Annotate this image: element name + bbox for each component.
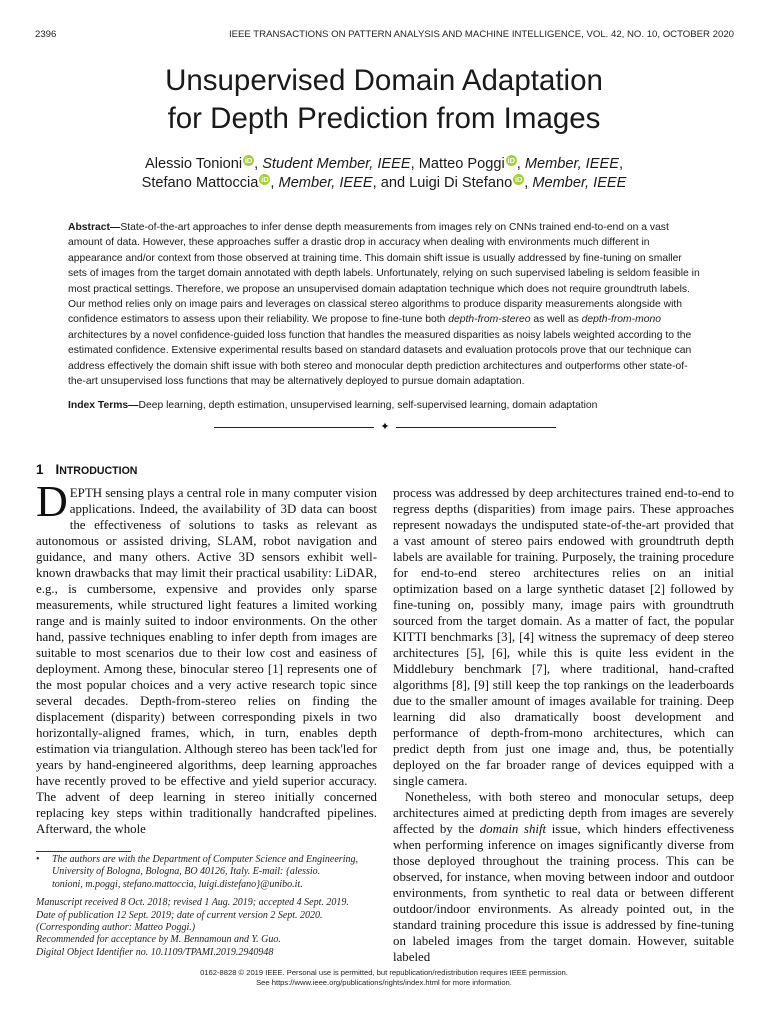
author-name: Matteo Poggi <box>418 156 505 172</box>
orcid-icon[interactable]: iD <box>507 156 515 165</box>
affiliation-text <box>52 854 377 891</box>
section-title-rest: NTRODUCTION <box>59 465 138 477</box>
affiliation-line: The authors are with the Department of Computer Science and Engineering, University of Bologna, Bologna, BO 40126, Italy. E-mail: {alessio. <box>52 854 358 878</box>
body-text: issue, which hinders effectiveness when performing inference on images significantly diverse from those deployed throughout the training process. This can be observed, for instance, when moving between indoor and outdoor environments, from synthetic to real data or between different outdoor/indoor environments. As already pointed out, in the standard training procedure this issue is addressed by fine-tuning on labeled images from the target domain. However, suitable labeled <box>393 822 734 964</box>
manuscript-line: Date of publication 12 Sept. 2019; date of current version 2 Sept. 2020. <box>36 909 323 921</box>
author-list <box>0 155 768 193</box>
orcid-icon[interactable]: iD <box>261 175 269 184</box>
author-role: Member, IEEE <box>278 175 373 191</box>
abstract-text: as well as <box>530 314 582 326</box>
diamond-icon: ✦ <box>380 420 390 433</box>
author-name: Alessio Tonioni <box>144 156 243 172</box>
affiliation-note <box>36 854 377 891</box>
manuscript-line: (Corresponding author: Matteo Poggi.) <box>36 922 196 934</box>
orcid-icon[interactable]: iD <box>514 175 523 184</box>
author-line-1: Alessio Tonioni iD , Student Member, IEEE, Matteo Poggi iD , Member, IEEE, <box>144 156 624 172</box>
manuscript-info <box>36 897 377 959</box>
orcid-icon[interactable]: iD <box>244 156 253 165</box>
drop-cap: D <box>36 477 68 526</box>
body-text: Nonetheless, with both stereo and monocular setups, deep architectures aimed at predicting depth from images are severely affected by the <box>393 790 734 836</box>
abstract-emphasis: depth-from-stereo <box>448 314 531 326</box>
paper-title <box>0 62 768 138</box>
author-name: Stefano Mattoccia <box>141 175 259 191</box>
abstract-emphasis: depth-from-mono <box>581 314 661 326</box>
body-column-right <box>393 485 734 965</box>
separator-rule <box>214 427 374 428</box>
running-header <box>35 29 734 40</box>
rights-link-line[interactable]: See https://www.ieee.org/publications/rights/index.html for more information. <box>256 978 512 987</box>
copyright-line: 0162-8828 © 2019 IEEE. Personal use is permitted, but republication/redistribution requires IEEE permission. <box>200 968 568 977</box>
doi-line: Digital Object Identifier no. 10.1109/TPAMI.2019.2940948 <box>36 946 274 958</box>
title-line-1: Unsupervised Domain Adaptation <box>165 64 603 97</box>
separator-rule <box>396 427 556 428</box>
section-heading <box>36 462 137 477</box>
section-separator <box>214 420 556 434</box>
body-emphasis: domain shift <box>479 822 547 836</box>
abstract-text: architectures by a novel confidence-guided loss function that handles the measured disparities as noisy labels weighted according to the estimated confidence. Extensive experimental results based on standard datasets and evaluation protocols prove that our technique can address effectively the domain shift issue with both stereo and monocular depth prediction architectures and outperforms other state-of-the-art unsupervised loss functions that may be alternatively deployed to pursue domain adaptation. <box>68 329 692 388</box>
lead-word: EPTH <box>69 486 103 500</box>
author-line-2: Stefano Mattoccia iD , Member, IEEE, and Luigi Di Stefano iD , Member, IEEE <box>141 175 627 191</box>
abstract-label: Abstract <box>68 222 110 233</box>
index-terms-text: Deep learning, depth estimation, unsupervised learning, self-supervised learning, domain adaptation <box>138 400 598 411</box>
body-paragraph <box>393 789 734 965</box>
body-paragraph <box>36 477 377 837</box>
index-terms-label: Index Terms <box>68 400 129 411</box>
author-role: Student Member, IEEE <box>262 156 411 172</box>
body-paragraph: process was addressed by deep architectures trained end-to-end to regress depths (disparities) from image pairs. These approaches represent nowadays the undisputed state-of-the-art provided that a vast amount of stereo pairs endowed with groundtruth depth labels are available for training. Purposely, the training procedure for end-to-end stereo architectures relies on an initial optimization based on a large synthetic dataset [2] followed by fine-tuning on, possibly many, image pairs with groundtruth sourced from the target domain. As a matter of fact, the popular KITTI benchmarks [3], [4] witness the supremacy of deep stereo architectures [5], [6], while this is quite less evident in the Middlebury benchmark [7], where traditional, hand-crafted algorithms [8], [9] still keep the top rankings on the leaderboards due to the smaller amount of images available for training. Deep learning did also dramatically boost development and performance of depth-from-mono architectures, which can predict depth from just one image and, thus, be potentially deployed on the far broader range of devices equipped with a single camera. <box>393 486 734 788</box>
footnote-rule <box>36 851 131 852</box>
author-conjunction: and <box>380 175 406 191</box>
copyright-notice <box>0 968 768 988</box>
manuscript-line: Recommended for acceptance by M. Bennamoun and Y. Guo. <box>36 934 281 946</box>
author-role: Member, IEEE <box>532 175 627 191</box>
author-role: Member, IEEE <box>524 156 619 172</box>
manuscript-line: Manuscript received 8 Oct. 2018; revised 1 Aug. 2019; accepted 4 Sept. 2019. <box>36 897 349 909</box>
journal-header: IEEE TRANSACTIONS ON PATTERN ANALYSIS AND MACHINE INTELLIGENCE, VOL. 42, NO. 10, OCTOBER 2020 <box>228 29 734 40</box>
abstract-text: State-of-the-art approaches to infer dense depth measurements from images rely on CNNs trained end-to-end on a vast amount of data. However, these approaches suffer a drastic drop in accuracy when dealing with environments much different in appearance and/or context from those observed at training time. This domain shift issue is usually addressed by fine-tuning on smaller sets of images from the target domain annotated with depth labels. Unfortunately, relying on such supervised labeling is seldom feasible in most practical settings. Therefore, we propose an unsupervised domain adaptation technique which does not require groundtruth labels. Our method relies only on image pairs and leverages on classical stereo algorithms to produce disparity measurements alongside with confidence estimators to assess upon their reliability. We propose to fine-tune both <box>68 222 700 326</box>
footnote <box>36 854 377 959</box>
affiliation-line: tonioni, m.poggi, stefano.mattoccia, luigi.distefano}@unibo.it. <box>52 878 303 890</box>
body-text: sensing plays a central role in many computer vision applications. Indeed, the availability of 3D data can boost the effectiveness of solutions to tasks as relevant as autonomous or assisted driving, SLAM, robot navigation and guidance, and many others. Active 3D sensors exhibit well-known drawbacks that may limit their practical usability: LiDAR, e.g., is cumbersome, expensive and provides only sparse measurements, while structured light features a limited working range and is mainly suited to indoor environments. On the other hand, passive techniques enabling to infer depth from images are suitable to most scenarios due to their low cost and easiness of deployment. Among these, binocular stereo [1] represents one of the most popular choices and a very active research topic since several decades. Depth-from-stereo relies on finding the displacement (disparity) between corresponding pixels in two horizontally-aligned frames, which, in turn, enables depth estimation via triangulation. Although stereo has been tack'led for years by hand-engineered algorithms, deep learning approaches have recently proved to be effective and yield superior accuracy. The advent of deep learning in stereo initially concerned replacing key steps within traditionally handcrafted pipelines. Afterward, the whole <box>36 486 377 836</box>
section-number: 1 <box>36 462 44 477</box>
abstract-dash: — <box>109 222 121 233</box>
abstract <box>68 220 702 389</box>
section-initial: I <box>55 462 60 477</box>
index-terms <box>68 399 702 413</box>
index-terms-dash: — <box>128 400 139 411</box>
title-line-2: for Depth Prediction from Images <box>167 102 601 135</box>
page-number: 2396 <box>35 29 57 40</box>
bullet-icon: • <box>36 854 40 865</box>
author-name: Luigi Di Stefano <box>409 175 513 191</box>
body-column-left <box>36 477 377 837</box>
